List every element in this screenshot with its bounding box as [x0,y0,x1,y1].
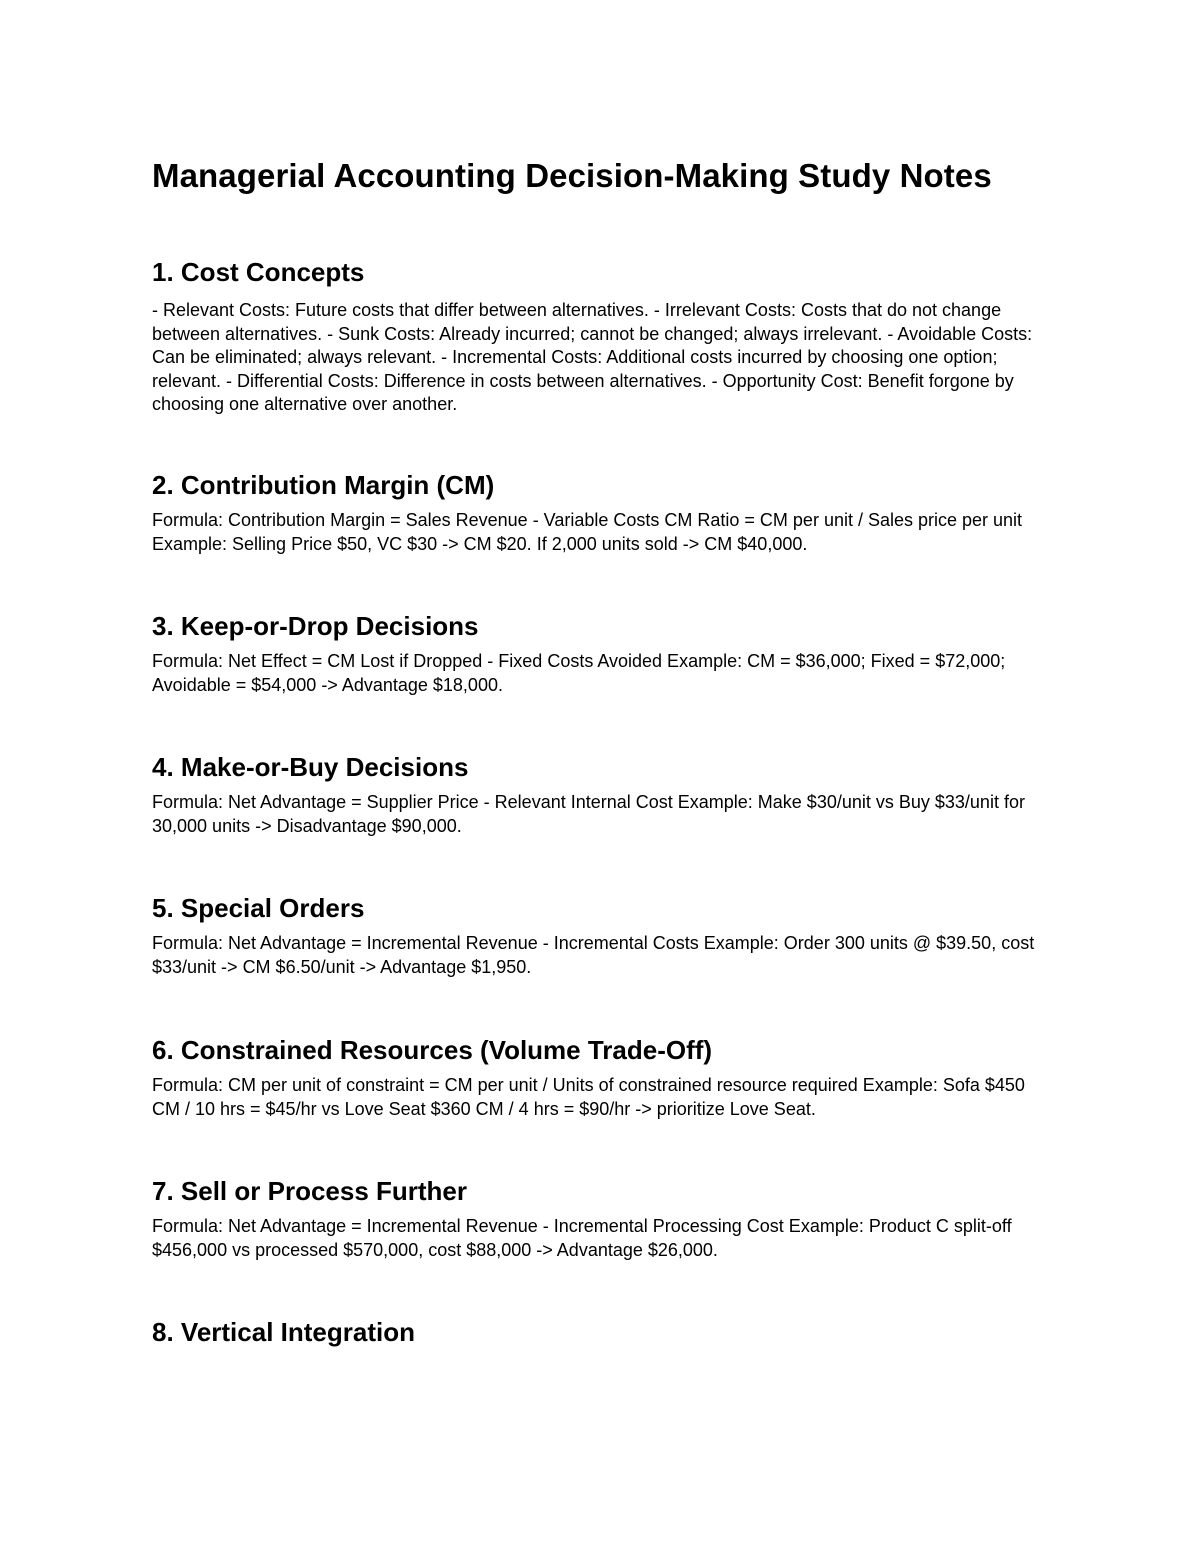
section-vertical-integration [152,1315,1052,1349]
section-heading: 7. Sell or Process Further [152,1176,468,1206]
section-body: - Relevant Costs: Future costs that differ between alternatives. - Irrelevant Costs: Costs that do not change between alternatives. - Sunk Costs: Already incurred; cannot be changed; always irrelevant. - Avoidable Costs: Can be eliminated; always relevant. - Incremental Costs: Additional costs incurred by choosing one option; relevant. - Differential Costs: Difference in costs between alternatives. - Opportunity Cost: Benefit forgone by choosing one alternative over another. [152,300,1033,414]
section-make-or-buy [152,750,1052,838]
document-page [152,150,1052,1347]
section-heading: 6. Constrained Resources (Volume Trade-Off) [152,1035,713,1065]
section-heading: 4. Make-or-Buy Decisions [152,752,469,782]
section-heading: 1. Cost Concepts [152,257,365,287]
section-body: Formula: Net Advantage = Supplier Price - Relevant Internal Cost Example: Make $30/unit vs Buy $33/unit for 30,000 units -> Disadvantage $90,000. [152,792,1025,836]
section-heading: 8. Vertical Integration [152,1317,415,1347]
section-special-orders [152,891,1052,979]
section-constrained-resources [152,1033,1052,1121]
section-heading: 3. Keep-or-Drop Decisions [152,611,479,641]
section-body: Formula: CM per unit of constraint = CM per unit / Units of constrained resource required Example: Sofa $450 CM / 10 hrs = $45/hr vs Love Seat $360 CM / 4 hrs = $90/hr -> prioritize Love Seat. [152,1075,1025,1119]
page-title: Managerial Accounting Decision-Making Study Notes [152,157,992,194]
section-sell-or-process-further [152,1174,1052,1262]
section-keep-or-drop [152,609,1052,697]
section-heading: 5. Special Orders [152,893,365,923]
section-contribution-margin [152,468,1052,556]
section-cost-concepts [152,255,1052,417]
section-heading: 2. Contribution Margin (CM) [152,470,495,500]
section-body: Formula: Net Advantage = Incremental Revenue - Incremental Processing Cost Example: Product C split-off $456,000 vs processed $570,000, cost $88,000 -> Advantage $26,000. [152,1216,1012,1260]
section-body: Formula: Contribution Margin = Sales Revenue - Variable Costs CM Ratio = CM per unit / Sales price per unit Example: Selling Price $50, VC $30 -> CM $20. If 2,000 units sold -> CM $40,000. [152,510,1023,554]
section-body: Formula: Net Effect = CM Lost if Dropped - Fixed Costs Avoided Example: CM = $36,000; Fixed = $72,000; Avoidable = $54,000 -> Advantage $18,000. [152,651,1006,695]
section-body: Formula: Net Advantage = Incremental Revenue - Incremental Costs Example: Order 300 units @ $39.50, cost $33/unit -> CM $6.50/unit -> Advantage $1,950. [152,933,1035,977]
